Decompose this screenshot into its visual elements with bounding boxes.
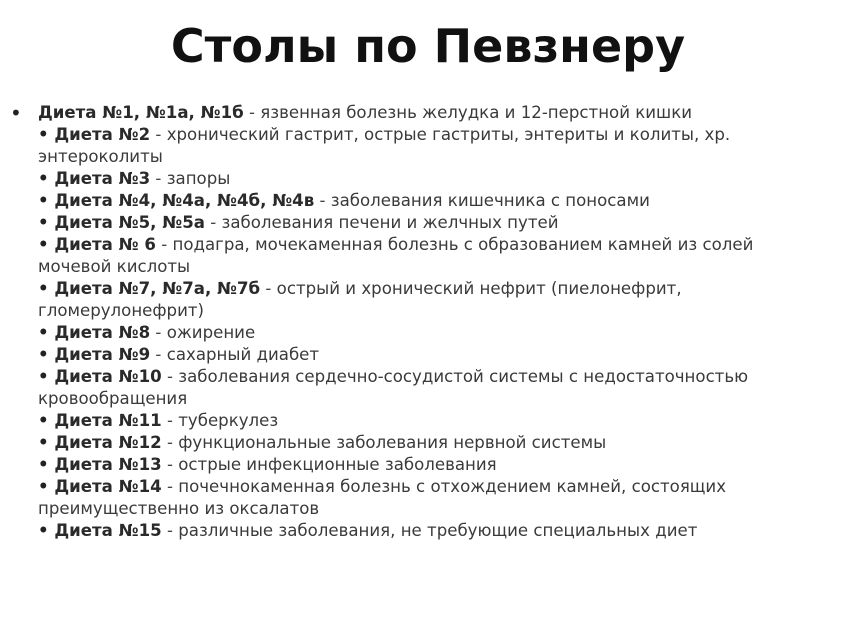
separator: - — [260, 279, 277, 298]
list-item — [38, 520, 810, 542]
diet-description: ожирение — [166, 323, 256, 342]
diet-description: острый и хронический нефрит (пиелонефрит, гломерулонефрит) — [38, 279, 682, 320]
diet-lines — [38, 102, 810, 542]
separator: - — [150, 345, 167, 364]
item-bullet: • — [38, 367, 55, 386]
diet-list — [10, 102, 810, 542]
separator: - — [204, 213, 222, 232]
list-item — [38, 102, 810, 124]
item-bullet: • — [38, 235, 55, 254]
separator: - — [150, 169, 167, 188]
separator: - — [161, 367, 179, 386]
diet-name: Диета №5, №5а — [54, 213, 205, 232]
diet-description: заболевания печени и желчных путей — [221, 213, 559, 232]
separator: - — [161, 411, 179, 430]
item-bullet: • — [38, 455, 55, 474]
separator: - — [150, 323, 167, 342]
list-item — [38, 234, 810, 278]
separator: - — [161, 433, 179, 452]
diet-name: Диета №3 — [54, 169, 151, 188]
diet-description: туберкулез — [178, 411, 279, 430]
item-bullet: • — [38, 213, 55, 232]
diet-name: Диета №1, №1а, №1б — [38, 103, 244, 122]
list-item — [38, 344, 810, 366]
item-bullet: • — [38, 169, 55, 188]
item-bullet: • — [38, 191, 55, 210]
diet-name: Диета №9 — [54, 345, 151, 364]
list-item — [38, 322, 810, 344]
item-bullet: • — [38, 477, 55, 496]
separator: - — [161, 521, 179, 540]
list-item — [38, 410, 810, 432]
item-bullet: • — [38, 125, 55, 144]
diet-description: подагра, мочекаменная болезнь с образованием камней из солей мочевой кислоты — [38, 235, 754, 276]
diet-description: различные заболевания, не требующие специальных диет — [178, 521, 698, 540]
list-bullet: • — [10, 101, 22, 125]
diet-name: Диета №12 — [54, 433, 162, 452]
list-item — [38, 278, 810, 322]
item-bullet: • — [38, 345, 55, 364]
list-item — [38, 476, 810, 520]
diet-description: заболевания кишечника с поносами — [330, 191, 650, 210]
list-item — [38, 190, 810, 212]
diet-name: Диета №10 — [54, 367, 162, 386]
item-bullet: • — [38, 521, 55, 540]
list-item — [38, 454, 810, 476]
diet-description: острые инфекционные заболевания — [178, 455, 497, 474]
diet-name: Диета №15 — [54, 521, 162, 540]
diet-name: Диета №4, №4а, №4б, №4в — [54, 191, 315, 210]
separator: - — [161, 477, 179, 496]
list-item — [38, 366, 810, 410]
diet-name: Диета №13 — [54, 455, 162, 474]
separator: - — [243, 103, 261, 122]
separator: - — [161, 455, 179, 474]
list-item — [38, 168, 810, 190]
item-bullet: • — [38, 279, 55, 298]
separator: - — [150, 125, 167, 144]
diet-name: Диета № 6 — [54, 235, 156, 254]
diet-name: Диета №8 — [54, 323, 151, 342]
diet-name: Диета №14 — [54, 477, 162, 496]
item-bullet: • — [38, 411, 55, 430]
item-bullet: • — [38, 323, 55, 342]
separator: - — [155, 235, 173, 254]
separator: - — [314, 191, 331, 210]
diet-description: заболевания сердечно-сосудистой системы с недостаточностью кровообращения — [38, 367, 749, 408]
list-item — [38, 124, 810, 168]
diet-name: Диета №7, №7а, №7б — [54, 279, 261, 298]
diet-description: запоры — [166, 169, 231, 188]
list-item — [38, 432, 810, 454]
diet-name: Диета №2 — [54, 125, 151, 144]
diet-description: хронический гастрит, острые гастриты, энтериты и колиты, хр. энтероколиты — [38, 125, 731, 166]
diet-description: язвенная болезнь желудка и 12-перстной кишки — [260, 103, 693, 122]
diet-description: функциональные заболевания нервной системы — [178, 433, 607, 452]
diet-description: почечнокаменная болезнь с отхождением камней, состоящих преимущественно из оксалатов — [38, 477, 727, 518]
item-bullet: • — [38, 433, 55, 452]
diet-name: Диета №11 — [54, 411, 162, 430]
diet-description: сахарный диабет — [166, 345, 320, 364]
list-item — [38, 212, 810, 234]
page-title: Столы по Певзнеру — [170, 19, 686, 73]
